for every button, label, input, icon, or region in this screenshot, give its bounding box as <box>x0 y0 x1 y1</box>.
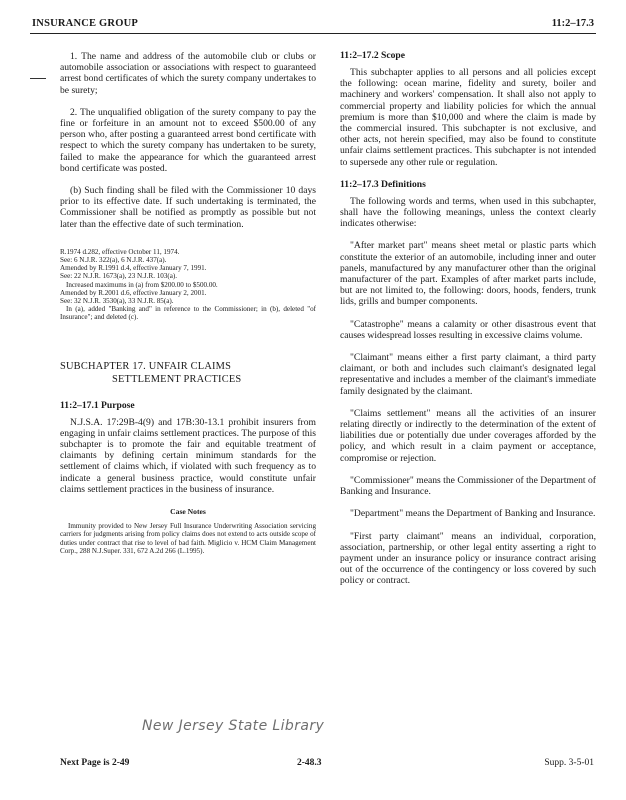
history-line: Amended by R.1991 d.4, effective January 7, 1991. <box>60 264 207 273</box>
running-header-section: 11:2–17.3 <box>551 18 594 29</box>
footer-page-number: 2-48.3 <box>297 758 322 768</box>
case-notes-body: Immunity provided to New Jersey Full Insurance Underwriting Association servicing carriers for judgments arising from policy claims does not extend to acts outside scope of duties under contract that rise to level of bad faith. Miglicio v. HCM Claim Management Corp., 288 N.J.Super. 331, 672 A.2d 266 (L.1995). <box>60 522 316 555</box>
definition-department: "Department" means the Department of Banking and Insurance. <box>350 508 596 520</box>
definition-catastrophe: "Catastrophe" means a calamity or other disastrous event that causes widespread losses resulting in excessive claims volume. <box>340 318 596 341</box>
library-watermark: New Jersey State Library <box>142 718 325 734</box>
running-header-title: INSURANCE GROUP <box>32 18 138 29</box>
section-title-purpose: 11:2–17.1 Purpose <box>60 399 135 411</box>
footer-next-page: Next Page is 2-49 <box>60 758 130 768</box>
definition-after-market-part: "After market part" means sheet metal or plastic parts which constitute the exterior of an automobile, including inner and outer panels, manufactured by any manufacturer other than the original manufacturer of the part. Examples of after market parts include, but are not limited to, the following: doors, hoods, fenders, trunk lids, grills and bumper components. <box>340 240 596 308</box>
definition-claims-settlement: "Claims settlement" means all the activities of an insurer relating directly or indirectly to the determination of the extent of liabilities due or potentially due under coverages afforded by the policy, and which result in a claim payment or acceptance, compromise or rejection. <box>340 407 596 464</box>
history-notes <box>60 248 316 322</box>
definition-commissioner: "Commissioner" means the Commissioner of the Department of Banking and Insurance. <box>340 474 596 498</box>
section-body-purpose: N.J.S.A. 17:29B-4(9) and 17B:30-13.1 prohibit insurers from engaging in unfair claims settlement practices. The purpose of this subchapter is to promote the fair and equitable treatment of claimants by defining certain minimum standards for the settlement of claims which, if violated with such frequency as to indicate a general business practice, would constitute unfair claims settlement practices in the business of insurance. <box>60 416 316 495</box>
section-title-scope: 11:2–17.2 Scope <box>340 50 406 61</box>
history-line: In (a), added "Banking and" in reference to the Commissioner; in (b), deleted "of Insurance"; and deleted (c). <box>60 305 316 322</box>
paragraph-item-2: 2. The unqualified obligation of the surety company to pay the fine or forfeiture in an amount not to exceed $500.00 of any person who, after posting a guaranteed arrest bond certificate with respect to which the surety company has undertaken to be surety, failed to make the appearance for which the guaranteed arrest bond certificate was posted. <box>60 106 316 174</box>
paragraph-item-1: 1. The name and address of the automobile club or clubs or automobile association or associations with respect to guaranteed arrest bond certificates of which the surety company undertakes to be surety; <box>60 51 316 96</box>
definition-claimant: "Claimant" means either a first party claimant, a third party claimant, or both and includes such claimant's designated legal representative and includes a member of the claimant's immediate family designated by the claimant. <box>340 352 596 397</box>
history-line: See: 32 N.J.R. 3530(a), 33 N.J.R. 85(a). <box>60 297 174 306</box>
margin-mark <box>30 78 46 79</box>
case-notes-title: Case Notes <box>170 507 206 517</box>
header-rule <box>30 33 596 34</box>
section-title-definitions: 11:2–17.3 Definitions <box>340 178 426 190</box>
history-line: Increased maximums in (a) from $200.00 to $500.00. <box>66 280 218 289</box>
left-column <box>60 42 316 555</box>
definitions-intro: The following words and terms, when used in this subchapter, shall have the following meanings, unless the context clearly indicates otherwise: <box>340 195 596 230</box>
subchapter-heading-line2: SETTLEMENT PRACTICES <box>112 373 242 385</box>
footer-supplement-date: Supp. 3-5-01 <box>544 758 594 768</box>
history-line: See: 22 N.J.R. 1673(a), 23 N.J.R. 103(a). <box>60 272 178 281</box>
history-line: See: 6 N.J.R. 322(a), 6 N.J.R. 437(a). <box>60 256 167 265</box>
section-body-scope: This subchapter applies to all persons and all policies except the following: ocean marine, fidelity and surety, boiler and machinery and workers' compensation. It shall also not apply to commercial property and liability policies for which the annual premium is more than $10,000 and where the claim is made by the commercial insured. This subchapter is not exclusive, and other acts, not herein specified, may also be found to constitute unfair claims settlement practices. This subchapter is not intended to supersede any other rule or regulation. <box>340 67 596 168</box>
subchapter-heading <box>60 360 316 386</box>
history-line: R.1974 d.282, effective October 11, 1974. <box>60 247 180 256</box>
subchapter-heading-line1: SUBCHAPTER 17. UNFAIR CLAIMS <box>60 360 232 372</box>
history-line: Amended by R.2001 d.6, effective January 2, 2001. <box>60 288 207 297</box>
definition-first-party-claimant: "First party claimant" means an individual, corporation, association, partnership, or other legal entity asserting a right to payment under an insurance policy or insurance contract arising out of the occurrence of the contingency or loss covered by such policy or contract. <box>340 530 596 587</box>
right-column <box>340 42 596 598</box>
paragraph-b: (b) Such finding shall be filed with the Commissioner 10 days prior to its effective date. If such undertaking is terminated, the Commissioner shall be notified as promptly as possible but not later than the effective date of such termination. <box>60 185 316 230</box>
